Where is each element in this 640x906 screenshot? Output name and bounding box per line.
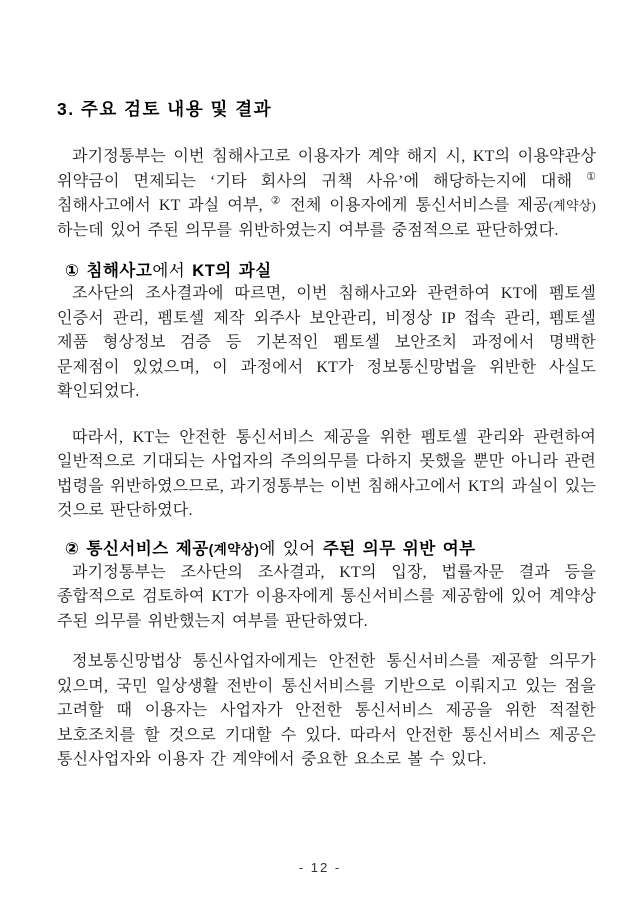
intro-text-4: 하는데 있어 주된 의무를 위반하였는지 여부를 중점적으로 판단하였다.	[57, 221, 559, 239]
intro-text-2: 침해사고에서 KT 과실 여부,	[57, 197, 271, 214]
subsection-heading-2	[57, 538, 596, 561]
intro-text-3: 전체 이용자에게 통신서비스를 제공	[282, 197, 549, 214]
subsection-heading-1	[57, 260, 596, 282]
paragraph-investigation-findings: 조사단의 조사결과에 따르면, 이번 침해사고와 관련하여 KT에 펨토셀 인증서 관리, 펨토셀 제작 외주사 보안관리, 비정상 IP 접속 관리, 펨토셀 제품 형상정보 검증 등 기본적인 펨토셀 보안조치 과정에서 명백한 문제점이 있었으며, 이 과정에서 KT가 정보통신망법을 위반한 사실도 확인되었다.	[57, 285, 596, 400]
paragraph-service-obligation: 정보통신망법상 통신사업자에게는 안전한 통신서비스를 제공할 의무가 있으며, 국민 일상생활 전반이 통신서비스를 기반으로 이뤄지고 있는 점을 고려할 때 이용자는 사업자가 안전한 통신서비스 제공을 위한 적절한 보호조치를 할 것으로 기대할 수 있다. 따라서 안전한 통신서비스 제공은 통신사업자와 이용자 간 계약에서 중요한 요소로 볼 수 있다.	[57, 653, 596, 768]
heading-1-bold-part-2: KT의 과실	[185, 262, 272, 280]
heading-2-bold-part-1: ② 통신서비스 제공	[65, 539, 209, 558]
paragraph-intro	[57, 145, 596, 243]
circled-number-2-superscript: ②	[270, 195, 283, 207]
heading-1-regular-part: 에서	[152, 262, 186, 280]
circled-number-1-superscript: ①	[586, 170, 596, 183]
intro-paren-note: (계약상)	[548, 198, 596, 213]
intro-text-1: 과기정통부는 이번 침해사고로 이용자가 계약 해지 시, KT의 이용약관상 위약금이 면제되는 ‘기타 회사의 귀책 사유’에 해당하는지에 대해	[57, 148, 596, 190]
heading-2-bold-part-2: 주된 의무 위반 여부	[315, 539, 476, 558]
heading-2-paren-note: (계약상)	[208, 541, 260, 557]
heading-1-bold-part-1: ① 침해사고	[65, 262, 153, 280]
heading-2-regular-part: 에 있어	[259, 539, 316, 558]
paragraph-fault-conclusion: 따라서, KT는 안전한 통신서비스 제공을 위한 펨토셀 관리와 관련하여 일반적으로 기대되는 사업자의 주의의무를 다하지 못했을 뿐만 아니라 관련 법령을 위반하였으므로, 과기정통부는 이번 침해사고에서 KT의 과실이 있는 것으로 판단하였다.	[57, 428, 597, 519]
page-number: - 12 -	[298, 860, 342, 875]
section-title: 3. 주요 검토 내용 및 결과	[57, 99, 273, 119]
paragraph-review-basis: 과기정통부는 조사단의 조사결과, KT의 입장, 법률자문 결과 등을 종합적으로 검토하여 KT가 이용자에게 통신서비스를 제공함에 있어 계약상 주된 의무를 위반했는지 여부를 판단하였다.	[57, 563, 596, 630]
